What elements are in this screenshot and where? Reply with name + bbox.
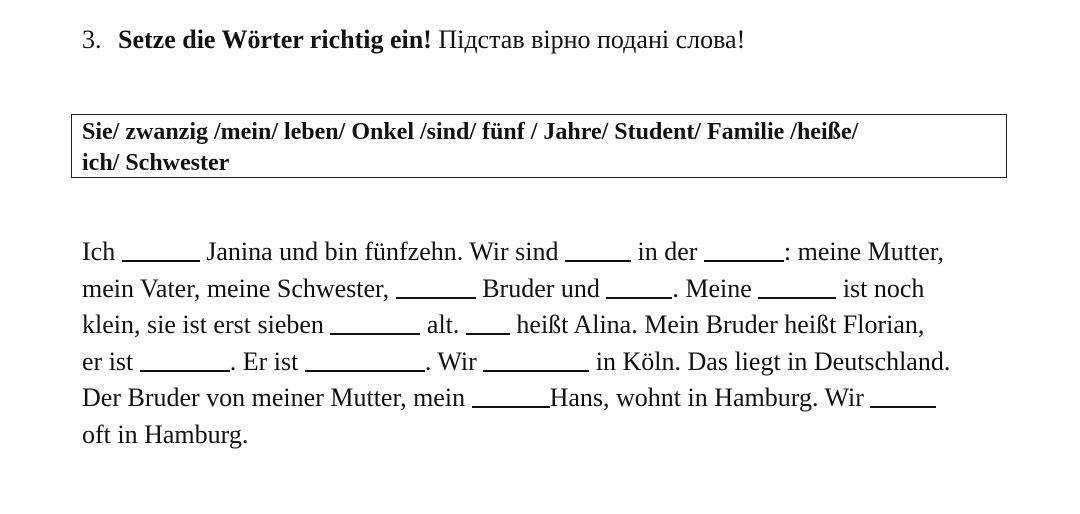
exercise-line-5: [82, 380, 1012, 417]
text-segment: Janina und bin fünfzehn. Wir sind: [206, 237, 559, 266]
blank-field[interactable]: [305, 348, 425, 372]
blank-field[interactable]: [122, 238, 200, 262]
text-segment: in Köln. Das liegt in Deutschland.: [595, 346, 951, 376]
blank-field[interactable]: [483, 348, 589, 372]
exercise-text: [82, 234, 1012, 453]
blank-field[interactable]: [565, 238, 631, 262]
task-heading: [82, 24, 745, 56]
blank-field[interactable]: [466, 311, 510, 335]
text-segment: : meine Mutter,: [783, 237, 944, 266]
exercise-line-3: [82, 307, 1012, 344]
text-segment: . Er ist: [229, 346, 299, 376]
text-segment: ist noch: [842, 273, 925, 303]
blank-field[interactable]: [606, 275, 672, 299]
text-segment: . Meine: [672, 273, 752, 303]
task-title-de: Setze die Wörter richtig ein!: [118, 25, 432, 54]
text-segment: er ist: [82, 346, 134, 376]
blank-field[interactable]: [704, 238, 784, 262]
exercise-line-1: [82, 234, 1012, 271]
exercise-line-4: [82, 344, 1012, 381]
word-bank-line-2: ich/ Schwester: [82, 150, 230, 176]
blank-field[interactable]: [330, 311, 420, 335]
text-segment: Bruder und: [482, 273, 600, 303]
text-segment: alt.: [426, 310, 460, 339]
text-segment: in der: [637, 237, 698, 266]
blank-field[interactable]: [396, 275, 476, 299]
text-segment: mein Vater, meine Schwester,: [82, 273, 390, 303]
blank-field[interactable]: [870, 384, 936, 408]
text-segment: Hans, wohnt in Hamburg. Wir: [549, 383, 864, 412]
blank-field[interactable]: [140, 348, 230, 372]
text-segment: Der Bruder von meiner Mutter, mein: [82, 383, 466, 412]
task-number: 3.: [82, 25, 102, 54]
text-segment: Ich: [82, 237, 116, 266]
text-segment: klein, sie ist erst sieben: [82, 310, 324, 339]
blank-field[interactable]: [472, 384, 550, 408]
text-segment: heißt Alina. Mein Bruder heißt Florian,: [516, 310, 925, 339]
word-bank-box: [71, 114, 1007, 178]
task-title-uk: Підстав вірно подані слова!: [438, 25, 746, 54]
word-bank-line-1: Sie/ zwanzig /mein/ leben/ Onkel /sind/ fünf / Jahre/ Student/ Familie /heiße/: [82, 119, 859, 145]
exercise-line-2: [82, 271, 1012, 308]
exercise-line-6: [82, 417, 1012, 454]
blank-field[interactable]: [758, 275, 836, 299]
text-segment: oft in Hamburg.: [82, 419, 249, 449]
text-segment: . Wir: [424, 346, 477, 376]
